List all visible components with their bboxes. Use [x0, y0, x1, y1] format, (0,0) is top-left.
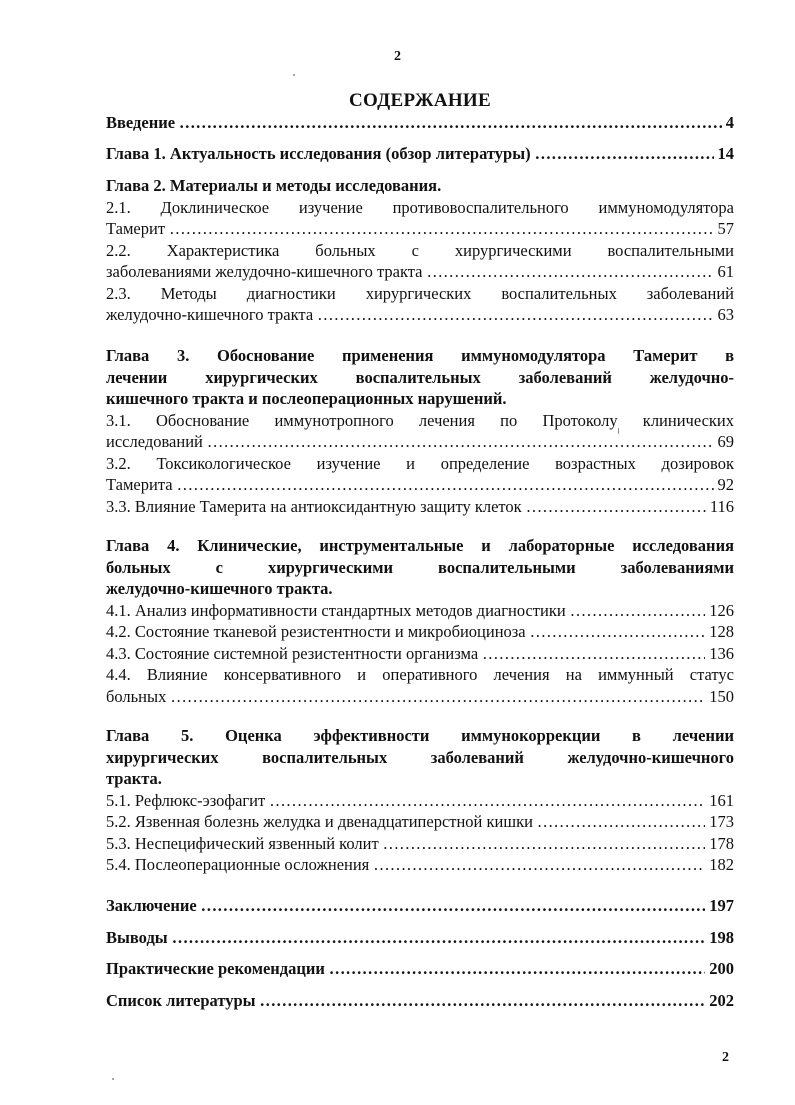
toc-entry-5-3[interactable]	[106, 833, 734, 855]
toc-label: 2.2. Характеристика больных с хирургическими воспалительными	[106, 240, 734, 260]
toc-page: 202	[709, 991, 734, 1010]
toc-entry-2-1[interactable]	[106, 197, 734, 240]
leader-dots	[383, 833, 706, 855]
toc-entry-4-2[interactable]	[106, 621, 734, 643]
toc-label: 5.2. Язвенная болезнь желудка и двенадцатиперстной кишки	[106, 812, 533, 831]
toc-label: 5.3. Неспецифический язвенный колит	[106, 833, 379, 853]
toc-entry-3-3[interactable]	[106, 496, 734, 518]
toc-label: Введение	[106, 113, 176, 132]
toc-page: 197	[709, 896, 734, 915]
toc-page: 182	[709, 855, 734, 874]
chapter-heading: тракта.	[106, 769, 162, 788]
chapter-heading: хирургических воспалительных заболеваний желудочно-кишечного	[106, 747, 734, 767]
toc-entry-2-3[interactable]	[106, 283, 734, 326]
toc-page: 63	[717, 305, 734, 324]
leader-dots	[537, 811, 705, 833]
leader-dots	[530, 621, 706, 643]
toc-page: 69	[717, 432, 734, 451]
toc-page: 116	[709, 496, 734, 516]
chapter-heading: Глава 4. Клинические, инструментальные и лабораторные исследования	[106, 536, 734, 555]
scan-speck	[112, 1078, 114, 1080]
toc-label: 3.3. Влияние Тамерита на антиоксидантную защиту клеток	[106, 496, 522, 516]
chapter-heading: лечении хирургических воспалительных заболеваний желудочно-	[106, 367, 734, 387]
leader-dots	[482, 643, 705, 665]
toc-entry-3-2[interactable]	[106, 453, 734, 496]
toc-page: 150	[709, 686, 734, 706]
toc-page: 200	[709, 959, 734, 978]
toc-label: Глава 1. Актуальность исследования (обзор литературы)	[106, 144, 531, 163]
toc-entry-4-1[interactable]	[106, 600, 734, 622]
toc-entry-findings[interactable]	[106, 927, 734, 949]
toc-label: 4.1. Анализ информативности стандартных методов диагностики	[106, 600, 566, 620]
toc-label-cont: Тамерит	[106, 219, 166, 238]
chapter-heading: желудочно-кишечного тракта.	[106, 579, 333, 598]
leader-dots	[329, 958, 705, 980]
toc-entry-references[interactable]	[106, 990, 734, 1012]
page-number-top: 2	[394, 49, 401, 64]
leader-dots	[170, 686, 705, 708]
toc-label-cont: больных	[106, 686, 167, 706]
toc-entry-4-3[interactable]	[106, 643, 734, 665]
leader-dots	[260, 990, 706, 1012]
toc-page: 126	[709, 600, 734, 620]
leader-dots	[373, 854, 705, 876]
toc-page: 4	[725, 113, 734, 132]
leader-dots	[207, 431, 714, 453]
toc-label: 3.2. Токсикологическое изучение и определение возрастных дозировок	[106, 453, 734, 473]
toc-page: 92	[717, 475, 734, 494]
toc-entry-recommendations[interactable]	[106, 958, 734, 980]
toc-label: 4.2. Состояние тканевой резистентности и микробиоциноза	[106, 622, 526, 641]
leader-dots	[269, 790, 705, 812]
toc-entry-5-4[interactable]	[106, 854, 734, 876]
toc-label: 5.4. Послеоперационные осложнения	[106, 855, 370, 874]
toc-chapter-4	[106, 535, 734, 707]
toc-label: 2.3. Методы диагностики хирургических воспалительных заболеваний	[106, 283, 734, 303]
toc-label: Выводы	[106, 928, 168, 947]
toc-chapter-2	[106, 175, 734, 326]
toc-label-cont: желудочно-кишечного тракта	[106, 305, 314, 324]
toc-chapter-3	[106, 345, 734, 517]
toc-entry-5-1[interactable]	[106, 790, 734, 812]
toc-label-cont: Тамерита	[106, 475, 173, 494]
chapter-heading: кишечного тракта и послеоперационных нарушений.	[106, 389, 507, 408]
toc-entry-4-4[interactable]	[106, 664, 734, 707]
toc-label-cont: заболеваниями желудочно-кишечного тракта	[106, 262, 423, 281]
chapter-heading: больных с хирургическими воспалительными заболеваниями	[106, 557, 734, 577]
scan-speck	[293, 74, 295, 76]
toc-entry-3-1[interactable]	[106, 410, 734, 453]
toc-label: Практические рекомендации	[106, 959, 325, 978]
toc-page: 173	[709, 812, 734, 831]
toc-page: 14	[717, 144, 734, 163]
chapter-heading: Глава 3. Обоснование применения иммуномодулятора Тамерит в	[106, 346, 734, 365]
leader-dots	[172, 927, 706, 949]
chapter-heading: Глава 5. Оценка эффективности иммунокоррекции в лечении	[106, 726, 734, 745]
toc-page: 178	[709, 833, 734, 853]
toc-entry-intro[interactable]	[106, 112, 734, 134]
toc-entry-5-2[interactable]	[106, 811, 734, 833]
leader-dots	[535, 143, 714, 165]
toc-label: 4.4. Влияние консервативного и оперативного лечения на иммунный статус	[106, 665, 734, 684]
toc-title: СОДЕРЖАНИЕ	[349, 90, 491, 111]
chapter-heading: Глава 2. Материалы и методы исследования.	[106, 176, 442, 195]
leader-dots	[570, 600, 706, 622]
toc-entry-chapter-1[interactable]	[106, 143, 734, 165]
toc-page: 61	[717, 262, 734, 281]
toc-label: Список литературы	[106, 991, 256, 1010]
toc-label-cont: исследований	[106, 432, 203, 451]
toc-chapter-5	[106, 725, 734, 876]
leader-dots	[526, 496, 706, 518]
toc-label: Заключение	[106, 896, 197, 915]
toc-entry-2-2[interactable]	[106, 240, 734, 283]
page-number-bottom: 2	[722, 1050, 729, 1065]
leader-dots	[179, 112, 722, 134]
toc-label: 3.1. Обоснование иммунотропного лечения по Протоколу клинических	[106, 410, 734, 430]
toc-page: 57	[717, 219, 734, 238]
leader-dots	[169, 218, 713, 240]
leader-dots	[201, 895, 706, 917]
toc-label: 2.1. Доклиническое изучение противовоспалительного иммуномодулятора	[106, 197, 734, 217]
toc-page: 161	[709, 790, 734, 810]
toc-page: 128	[709, 622, 734, 641]
leader-dots	[317, 304, 713, 326]
leader-dots	[427, 261, 714, 283]
toc-page: 136	[709, 643, 734, 663]
toc-label: 4.3. Состояние системной резистентности организма	[106, 643, 479, 663]
toc-label: 5.1. Рефлюкс-эзофагит	[106, 790, 266, 810]
toc-page: 198	[709, 928, 734, 947]
toc-entry-conclusion[interactable]	[106, 895, 734, 917]
leader-dots	[177, 474, 714, 496]
